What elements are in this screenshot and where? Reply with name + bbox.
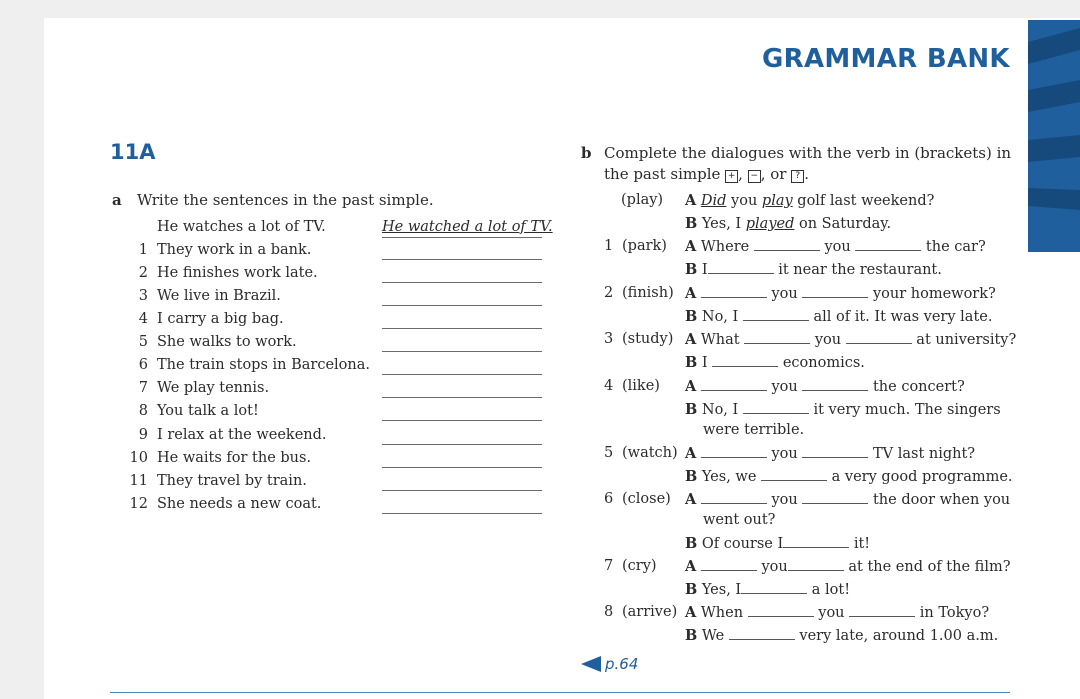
unit-label: 11A xyxy=(110,140,156,164)
dialogue-verb: (cry) xyxy=(622,558,657,574)
dialogue-number: 2 xyxy=(604,285,614,301)
answer-blank[interactable] xyxy=(382,420,542,421)
item-number: 1 xyxy=(138,242,148,258)
dialogue-verb: (like) xyxy=(622,378,660,394)
dialogue-number: 7 xyxy=(604,558,614,574)
example-sentence: He watches a lot of TV. xyxy=(157,219,326,235)
item-number: 5 xyxy=(138,334,148,350)
item-sentence: She needs a new coat. xyxy=(157,496,322,512)
answer-blank[interactable] xyxy=(382,397,542,398)
item-number: 7 xyxy=(138,380,148,396)
exercise-a-instruction: Write the sentences in the past simple. xyxy=(137,191,434,209)
item-sentence: We live in Brazil. xyxy=(157,288,281,304)
dialogue-number: 8 xyxy=(604,604,614,620)
plus-sign-icon: + xyxy=(725,170,738,183)
arrow-left-icon[interactable] xyxy=(581,656,601,672)
dialogue-line-a: A When you in Tokyo? xyxy=(685,604,990,621)
answer-blank[interactable] xyxy=(382,467,542,468)
item-number: 10 xyxy=(129,450,148,466)
answer-blank[interactable] xyxy=(382,328,542,329)
dialogue-line-b: B Yes, I a lot! xyxy=(685,581,851,598)
answer-blank[interactable] xyxy=(382,282,542,283)
dialogue-line-b: B I economics. xyxy=(685,354,865,371)
example-answer-line xyxy=(382,237,542,238)
answer-blank[interactable] xyxy=(382,513,542,514)
answer-blank[interactable] xyxy=(382,490,542,491)
exercise-a-letter: a xyxy=(112,191,122,209)
dialogue-line-b: B No, I all of it. It was very late. xyxy=(685,308,993,325)
dialogue-line-a: A What you at university? xyxy=(685,331,1017,348)
dialogue-line-b: B I it near the restaurant. xyxy=(685,261,942,278)
decorative-corner-graphic xyxy=(1028,20,1080,252)
item-sentence: They work in a bank. xyxy=(157,242,312,258)
answer-blank[interactable] xyxy=(382,444,542,445)
dialogue-number: 5 xyxy=(604,445,614,461)
exercise-b-instruction: Complete the dialogues with the verb in (brackets) in xyxy=(604,144,1012,162)
dialogue-line-a-cont: went out? xyxy=(703,512,776,528)
item-number: 4 xyxy=(138,311,148,327)
question-mark-icon: ? xyxy=(791,170,804,183)
dialogue-verb: (close) xyxy=(622,491,671,507)
exercise-b-letter: b xyxy=(581,144,592,162)
minus-sign-icon: − xyxy=(748,170,761,183)
dialogue-verb: (finish) xyxy=(622,285,674,301)
dialogue-line-b: B No, I it very much. The singers xyxy=(685,401,1001,418)
item-number: 6 xyxy=(138,357,148,373)
dialogue-number: 3 xyxy=(604,331,614,347)
dialogue-line-a: A Where you the car? xyxy=(685,238,986,255)
dialogue-line-a: A you at the end of the film? xyxy=(685,558,1011,575)
dialogue-verb: (study) xyxy=(622,331,674,347)
answer-blank[interactable] xyxy=(382,374,542,375)
dialogue-verb: (arrive) xyxy=(622,604,678,620)
section-title: GRAMMAR BANK xyxy=(762,44,1010,74)
example-line-b: B Yes, I played on Saturday. xyxy=(685,215,892,232)
item-sentence: He finishes work late. xyxy=(157,265,318,281)
page-reference-link[interactable]: p.64 xyxy=(605,655,639,673)
item-number: 9 xyxy=(138,427,148,443)
item-sentence: She walks to work. xyxy=(157,334,297,350)
answer-blank[interactable] xyxy=(382,351,542,352)
dialogue-verb: (park) xyxy=(622,238,667,254)
example-line-a: A Did you play golf last weekend? xyxy=(685,192,935,209)
item-number: 2 xyxy=(138,265,148,281)
dialogue-number: 1 xyxy=(604,238,614,254)
dialogue-line-b: B We very late, around 1.00 a.m. xyxy=(685,627,999,644)
dialogue-line-b-cont: were terrible. xyxy=(703,422,805,438)
item-sentence: He waits for the bus. xyxy=(157,450,312,466)
item-sentence: You talk a lot! xyxy=(157,403,259,419)
item-sentence: I carry a big bag. xyxy=(157,311,284,327)
dialogue-verb: (play) xyxy=(621,192,664,208)
item-number: 11 xyxy=(129,473,148,489)
dialogue-line-a: A you the door when you xyxy=(685,491,1011,508)
dialogue-number: 6 xyxy=(604,491,614,507)
item-sentence: The train stops in Barcelona. xyxy=(157,357,370,373)
item-number: 12 xyxy=(129,496,148,512)
dialogue-number: 4 xyxy=(604,378,614,394)
dialogue-line-a: A you the concert? xyxy=(685,378,965,395)
item-sentence: They travel by train. xyxy=(157,473,307,489)
dialogue-line-a: A you your homework? xyxy=(685,285,996,302)
example-answer: He watched a lot of TV. xyxy=(382,219,553,235)
dialogue-line-b: B Of course I it! xyxy=(685,535,871,552)
dialogue-line-a: A you TV last night? xyxy=(685,445,976,462)
item-sentence: I relax at the weekend. xyxy=(157,427,327,443)
answer-blank[interactable] xyxy=(382,259,542,260)
footer-divider xyxy=(110,692,1010,693)
answer-blank[interactable] xyxy=(382,305,542,306)
exercise-b-instruction-line2: the past simple + , − , or ? . xyxy=(604,165,810,183)
dialogue-verb: (watch) xyxy=(622,445,678,461)
item-number: 3 xyxy=(138,288,148,304)
item-number: 8 xyxy=(138,403,148,419)
item-sentence: We play tennis. xyxy=(157,380,270,396)
dialogue-line-b: B Yes, we a very good programme. xyxy=(685,468,1013,485)
